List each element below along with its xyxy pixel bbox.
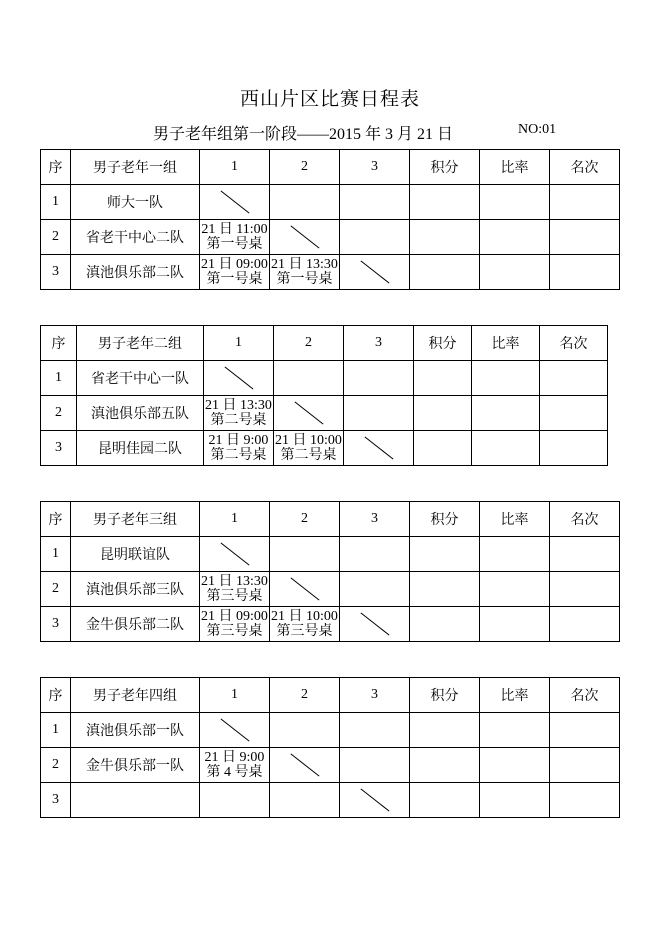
header-row xyxy=(41,502,620,537)
rank-cell xyxy=(550,185,620,220)
header-col-1: 1 xyxy=(200,150,270,185)
header-points: 积分 xyxy=(414,326,472,361)
group-table-1 xyxy=(40,149,620,290)
match-time: 21 日 10:00 xyxy=(271,609,338,624)
header-group-name: 男子老年一组 xyxy=(71,150,200,185)
document-number: NO:01 xyxy=(518,122,557,137)
page-subtitle xyxy=(153,121,557,144)
team-name: 省老干中心一队 xyxy=(77,361,204,396)
match-table: 第一号桌 xyxy=(276,272,333,287)
ratio-cell xyxy=(480,572,550,607)
page-title: 西山片区比赛日程表 xyxy=(239,89,420,110)
header-rank: 名次 xyxy=(550,678,620,713)
rank-cell xyxy=(550,748,620,783)
row-index: 2 xyxy=(41,220,71,255)
header-col-1: 1 xyxy=(200,678,270,713)
header-row xyxy=(41,150,620,185)
points-cell xyxy=(414,396,472,431)
match-time: 21 日 10:00 xyxy=(275,433,342,448)
points-cell xyxy=(410,748,480,783)
match-schedule xyxy=(270,255,340,290)
match-time: 21 日 09:00 xyxy=(201,257,268,272)
team-name: 师大一队 xyxy=(71,185,200,220)
header-group-name: 男子老年二组 xyxy=(77,326,204,361)
rank-cell xyxy=(540,431,608,466)
match-time: 21 日 13:30 xyxy=(201,574,268,589)
header-row xyxy=(41,326,608,361)
rank-cell xyxy=(550,537,620,572)
header-seq: 序 xyxy=(41,150,71,185)
row-index: 2 xyxy=(41,572,71,607)
header-col-3: 3 xyxy=(340,678,410,713)
row-index: 1 xyxy=(41,185,71,220)
table-row xyxy=(41,361,608,396)
match-cell xyxy=(344,361,414,396)
match-table: 第一号桌 xyxy=(206,237,263,252)
table-row xyxy=(41,220,620,255)
match-table: 第一号桌 xyxy=(206,272,263,287)
match-cell xyxy=(344,396,414,431)
header-ratio: 比率 xyxy=(480,150,550,185)
header-seq: 序 xyxy=(41,502,71,537)
rank-cell xyxy=(550,572,620,607)
match-table: 第三号桌 xyxy=(206,624,263,639)
match-cell xyxy=(340,185,410,220)
row-index: 1 xyxy=(41,537,71,572)
team-name: 滇池俱乐部二队 xyxy=(71,255,200,290)
subtitle-text: 男子老年组第一阶段——2015 年 3 月 21 日 xyxy=(153,126,454,143)
match-cell xyxy=(270,783,340,818)
header-rank: 名次 xyxy=(550,502,620,537)
header-group-name: 男子老年三组 xyxy=(71,502,200,537)
ratio-cell xyxy=(480,220,550,255)
table-row xyxy=(41,431,608,466)
match-time: 21 日 13:30 xyxy=(205,398,272,413)
rank-cell xyxy=(550,220,620,255)
header-col-1: 1 xyxy=(204,326,274,361)
team-name: 滇池俱乐部五队 xyxy=(77,396,204,431)
table-row xyxy=(41,783,620,818)
match-table: 第二号桌 xyxy=(210,448,267,463)
points-cell xyxy=(414,431,472,466)
header-col-2: 2 xyxy=(270,678,340,713)
header-col-2: 2 xyxy=(270,502,340,537)
match-table: 第三号桌 xyxy=(276,624,333,639)
row-index: 2 xyxy=(41,396,77,431)
table-row xyxy=(41,572,620,607)
rank-cell xyxy=(550,255,620,290)
points-cell xyxy=(410,713,480,748)
match-schedule xyxy=(200,607,270,642)
points-cell xyxy=(410,255,480,290)
match-time: 21 日 11:00 xyxy=(201,222,268,237)
self-match-diagonal xyxy=(204,361,274,396)
ratio-cell xyxy=(480,185,550,220)
self-match-diagonal xyxy=(270,748,340,783)
table-row xyxy=(41,537,620,572)
match-time: 21 日 09:00 xyxy=(201,609,268,624)
match-cell xyxy=(270,713,340,748)
header-points: 积分 xyxy=(410,502,480,537)
rank-cell xyxy=(540,396,608,431)
match-schedule xyxy=(200,220,270,255)
header-rank: 名次 xyxy=(550,150,620,185)
ratio-cell xyxy=(472,431,540,466)
match-cell xyxy=(270,537,340,572)
self-match-diagonal xyxy=(340,255,410,290)
points-cell xyxy=(410,185,480,220)
ratio-cell xyxy=(480,255,550,290)
table-row xyxy=(41,396,608,431)
row-index: 1 xyxy=(41,361,77,396)
self-match-diagonal xyxy=(274,396,344,431)
match-cell xyxy=(340,220,410,255)
header-ratio: 比率 xyxy=(472,326,540,361)
match-time: 21 日 13:30 xyxy=(271,257,338,272)
group-table-2 xyxy=(40,325,608,466)
team-name: 昆明联谊队 xyxy=(71,537,200,572)
team-name: 滇池俱乐部一队 xyxy=(71,713,200,748)
row-index: 2 xyxy=(41,748,71,783)
self-match-diagonal xyxy=(340,783,410,818)
points-cell xyxy=(410,537,480,572)
header-row xyxy=(41,678,620,713)
group-table-4 xyxy=(40,677,620,818)
team-name: 省老干中心二队 xyxy=(71,220,200,255)
match-table: 第 4 号桌 xyxy=(206,765,263,780)
header-col-2: 2 xyxy=(270,150,340,185)
ratio-cell xyxy=(472,396,540,431)
rank-cell xyxy=(550,607,620,642)
rank-cell xyxy=(550,783,620,818)
match-schedule xyxy=(200,255,270,290)
team-name: 滇池俱乐部三队 xyxy=(71,572,200,607)
self-match-diagonal xyxy=(270,572,340,607)
table-row xyxy=(41,748,620,783)
self-match-diagonal xyxy=(200,185,270,220)
points-cell xyxy=(410,572,480,607)
points-cell xyxy=(414,361,472,396)
points-cell xyxy=(410,607,480,642)
ratio-cell xyxy=(480,713,550,748)
match-cell xyxy=(200,783,270,818)
self-match-diagonal xyxy=(270,220,340,255)
points-cell xyxy=(410,220,480,255)
match-table: 第二号桌 xyxy=(210,413,267,428)
ratio-cell xyxy=(472,361,540,396)
header-ratio: 比率 xyxy=(480,678,550,713)
points-cell xyxy=(410,783,480,818)
header-rank: 名次 xyxy=(540,326,608,361)
header-col-2: 2 xyxy=(274,326,344,361)
match-cell xyxy=(340,572,410,607)
header-col-1: 1 xyxy=(200,502,270,537)
match-table: 第三号桌 xyxy=(206,589,263,604)
header-col-3: 3 xyxy=(344,326,414,361)
row-index: 3 xyxy=(41,783,71,818)
group-table-3 xyxy=(40,501,620,642)
team-name: 昆明佳园二队 xyxy=(77,431,204,466)
row-index: 1 xyxy=(41,713,71,748)
self-match-diagonal xyxy=(200,537,270,572)
match-cell xyxy=(340,713,410,748)
header-points: 积分 xyxy=(410,150,480,185)
ratio-cell xyxy=(480,748,550,783)
header-seq: 序 xyxy=(41,326,77,361)
match-schedule xyxy=(200,572,270,607)
header-col-3: 3 xyxy=(340,150,410,185)
match-cell xyxy=(340,537,410,572)
header-group-name: 男子老年四组 xyxy=(71,678,200,713)
match-table: 第二号桌 xyxy=(280,448,337,463)
match-time: 21 日 9:00 xyxy=(208,433,269,448)
team-name xyxy=(71,783,200,818)
self-match-diagonal xyxy=(200,713,270,748)
header-col-3: 3 xyxy=(340,502,410,537)
row-index: 3 xyxy=(41,431,77,466)
self-match-diagonal xyxy=(340,607,410,642)
self-match-diagonal xyxy=(344,431,414,466)
match-schedule xyxy=(204,431,274,466)
match-time: 21 日 9:00 xyxy=(204,750,265,765)
ratio-cell xyxy=(480,607,550,642)
table-row xyxy=(41,713,620,748)
match-schedule xyxy=(200,748,270,783)
header-seq: 序 xyxy=(41,678,71,713)
row-index: 3 xyxy=(41,607,71,642)
rank-cell xyxy=(550,713,620,748)
match-cell xyxy=(274,361,344,396)
team-name: 金牛俱乐部二队 xyxy=(71,607,200,642)
header-points: 积分 xyxy=(410,678,480,713)
match-schedule xyxy=(204,396,274,431)
table-row xyxy=(41,255,620,290)
row-index: 3 xyxy=(41,255,71,290)
match-schedule xyxy=(270,607,340,642)
match-cell xyxy=(340,748,410,783)
table-row xyxy=(41,185,620,220)
match-schedule xyxy=(274,431,344,466)
match-cell xyxy=(270,185,340,220)
table-row xyxy=(41,607,620,642)
ratio-cell xyxy=(480,783,550,818)
header-ratio: 比率 xyxy=(480,502,550,537)
ratio-cell xyxy=(480,537,550,572)
team-name: 金牛俱乐部一队 xyxy=(71,748,200,783)
rank-cell xyxy=(540,361,608,396)
